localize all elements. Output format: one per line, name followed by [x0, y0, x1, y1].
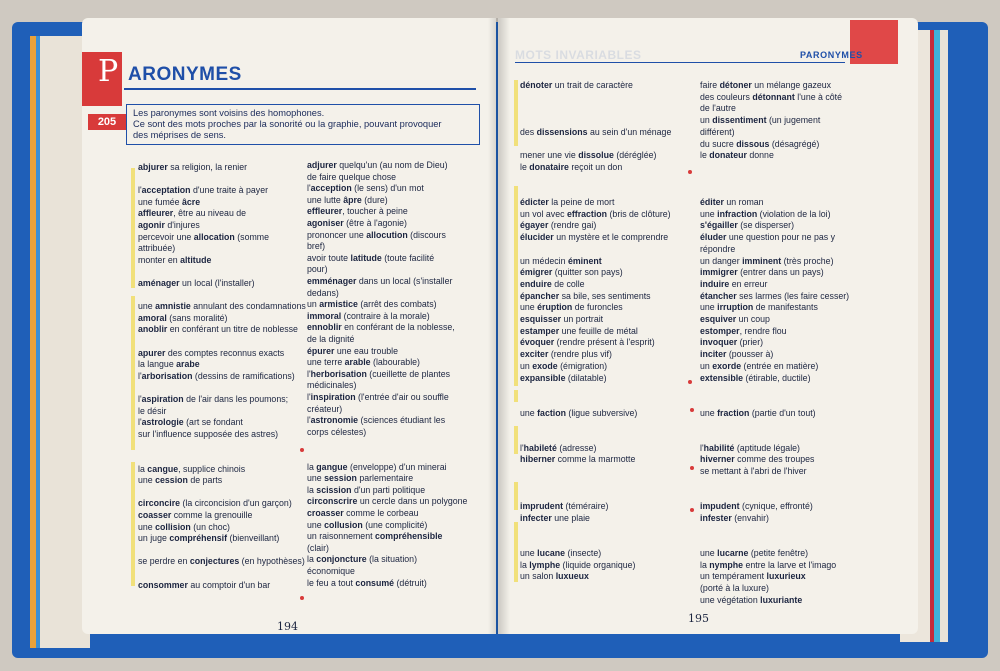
entry-line: estomper, rendre flou — [700, 325, 787, 336]
entry-line: un salon luxueux — [520, 571, 589, 582]
entry-line: mener une vie dissolue (déréglée) — [520, 150, 657, 161]
entry-line: une amnistie annulant des condamnations — [138, 301, 306, 312]
entry-line: un tempérament luxurieux — [700, 571, 806, 582]
entry-line: le feu a tout consumé (détruit) — [307, 577, 427, 588]
entry-line: l'herborisation (cueillette de plantes — [307, 368, 450, 379]
entry-line: ennoblir en conférant de la noblesse, — [307, 322, 455, 333]
entry-line: l'astronomie (sciences étudiant les — [307, 415, 446, 426]
highlight-bar — [131, 402, 135, 450]
entry-line: infecter une plaie — [520, 512, 590, 523]
entry-line: s'égailler (se disperser) — [700, 220, 795, 231]
entry-line: consommer au comptoir d'un bar — [138, 579, 271, 590]
entry-line: des dissensions au sein d'un ménage — [520, 126, 672, 137]
entry-line: induire en erreur — [700, 278, 768, 289]
entry-line: faire détoner un mélange gazeux — [700, 80, 832, 90]
intro-line: Ce sont des mots proches par la sonorité ou la graphie, pouvant provoquer — [133, 119, 442, 129]
intro-box — [126, 104, 480, 145]
entry-line: le désir — [138, 405, 167, 416]
entry-line: croasser comme le corbeau — [307, 508, 419, 518]
entry-line: une irruption de manifestants — [700, 302, 818, 313]
separator-dot — [690, 466, 694, 470]
entry-line: immigrer (entrer dans un pays) — [700, 267, 824, 278]
entry-line: de l'autre — [700, 103, 736, 114]
entry-line: l'inspiration (l'entrée d'air ou souffle — [307, 392, 449, 402]
entry-line: dénoter un trait de caractère — [520, 80, 633, 90]
title-rule — [124, 88, 476, 90]
separator-dot — [690, 508, 694, 512]
entry-line: inciter (pousser à) — [700, 349, 774, 360]
entry-line: prononcer une allocution (discours — [307, 229, 446, 240]
entry-line: pour) — [307, 264, 328, 275]
separator-dot — [300, 448, 304, 452]
entry-line: l'habilité (aptitude légale) — [700, 442, 800, 453]
entry-line: monter en altitude — [138, 254, 212, 265]
entry-line: une lutte âpre (dure) — [307, 194, 388, 205]
entry-line: de faire quelque chose — [307, 171, 397, 182]
entry-line: bref) — [307, 241, 326, 252]
entry-line: émigrer (quitter son pays) — [520, 267, 623, 278]
separator-dot — [688, 170, 692, 174]
entry-line: élucider un mystère et le comprendre — [520, 232, 669, 243]
entry-line: impudent (cynique, effronté) — [700, 501, 813, 512]
entry-line: une végétation luxuriante — [700, 594, 803, 605]
entry-line: la langue arabe — [138, 359, 200, 370]
entry-line: une lucarne (petite fenêtre) — [700, 548, 809, 558]
entry-line: hiverner comme des troupes — [700, 454, 815, 465]
entry-line: adjurer quelqu'un (au nom de Dieu) — [307, 160, 448, 170]
entry-line: exciter (rendre plus vif) — [520, 349, 612, 360]
entry-line: imprudent (téméraire) — [520, 501, 609, 512]
entry-line: avoir toute latitude (toute facilité — [307, 252, 435, 263]
entry-line: le donateur donne — [700, 150, 774, 161]
entry-line: anoblir en conférant un titre de noblesse — [138, 324, 298, 335]
entry-line: une fraction (partie d'un tout) — [700, 407, 816, 418]
entry-line: dedans) — [307, 287, 339, 298]
entry-line: l'acception (le sens) d'un mot — [307, 183, 424, 194]
entry-line: une éruption de furoncles — [520, 302, 623, 313]
entry-line: une session parlementaire — [307, 473, 414, 484]
entry-line: épurer une eau trouble — [307, 345, 398, 356]
entry-line: immoral (contraire à la morale) — [307, 310, 430, 321]
entry-line: une infraction (violation de la loi) — [700, 208, 831, 219]
entry-line: un armistice (arrêt des combats) — [307, 299, 437, 310]
entry-line: apurer des comptes reconnus exacts — [138, 347, 285, 358]
highlight-bar — [131, 462, 135, 586]
entry-line: un juge compréhensif (bienveillant) — [138, 533, 280, 544]
intro-line: des méprises de sens. — [133, 130, 227, 140]
entry-line: esquiver un coup — [700, 314, 770, 324]
entry-line: étancher ses larmes (les faire cesser) — [700, 290, 850, 301]
section-number: 205 — [88, 114, 126, 130]
entry-line: épancher sa bile, ses sentiments — [520, 290, 651, 301]
entry-line: la conjoncture (la situation) — [307, 554, 417, 565]
entry-line: un vol avec effraction (bris de clôture) — [520, 208, 671, 219]
entry-line: circoncire (la circoncision d'un garçon) — [138, 498, 292, 509]
entry-line: agonir d'injures — [138, 220, 200, 230]
entry-line: évoquer (rendre présent à l'esprit) — [520, 337, 655, 348]
entry-line: la gangue (enveloppe) d'un minerai — [307, 461, 447, 472]
highlight-bar — [514, 186, 518, 386]
book-gutter — [488, 18, 510, 634]
entry-line: des couleurs détonnant l'une à côté — [700, 91, 843, 102]
entry-line: la lymphe (liquide organique) — [520, 559, 636, 570]
highlight-bar — [514, 482, 518, 510]
entry-line: un exode (émigration) — [520, 360, 608, 371]
entry-line: l'aspiration de l'air dans les poumons; — [138, 394, 289, 404]
entry-line: l'astrologie (art se fondant — [138, 417, 243, 428]
entry-line: différent) — [700, 126, 735, 137]
entry-line: se perdre en conjectures (en hypothèses) — [138, 556, 305, 567]
show-through-heading: MOTS INVARIABLES — [515, 48, 642, 62]
highlight-bar — [514, 390, 518, 402]
entry-line: égayer (rendre gai) — [520, 220, 597, 231]
highlight-bar — [131, 168, 135, 288]
entry-line: la scission d'un parti politique — [307, 484, 426, 495]
intro-line: Les paronymes sont voisins des homophones. — [133, 108, 325, 118]
entry-line: percevoir une allocation (somme — [138, 231, 270, 242]
entry-line: l'arborisation (dessins de ramifications) — [138, 370, 295, 381]
entry-line: effleurer, toucher à peine — [307, 206, 408, 217]
highlight-bar — [514, 522, 518, 582]
entry-line: amoral (sans moralité) — [138, 312, 228, 323]
entry-line: un exorde (entrée en matière) — [700, 360, 819, 371]
entry-line: une fumée âcre — [138, 196, 201, 207]
entry-line: de la dignité — [307, 334, 355, 344]
entry-line: corps célestes) — [307, 426, 367, 437]
entry-line: le donataire reçoit un don — [520, 161, 623, 172]
title-initial: P — [98, 54, 119, 89]
entry-line: la cangue, supplice chinois — [138, 463, 246, 474]
entry-line: un dissentiment (un jugement — [700, 115, 821, 126]
page-number-right: 195 — [688, 612, 709, 625]
entry-line: attribuée) — [138, 243, 176, 254]
entry-line: une collision (un choc) — [138, 521, 230, 532]
separator-dot — [690, 408, 694, 412]
highlight-bar — [514, 80, 518, 146]
entry-line: un raisonnement compréhensible — [307, 531, 443, 542]
entry-line: extensible (étirable, ductile) — [700, 372, 811, 383]
running-header: PARONYMES — [800, 50, 863, 60]
entry-line: la nymphe entre la larve et l'imago — [700, 559, 837, 570]
entry-line: coasser comme la grenouille — [138, 510, 253, 520]
entry-line: circonscrire un cercle dans un polygone — [307, 496, 468, 507]
entry-line: (porté à la luxure) — [700, 583, 769, 594]
entry-line: abjurer sa religion, la renier — [138, 162, 248, 172]
highlight-bar — [514, 426, 518, 454]
entry-line: (clair) — [307, 542, 329, 553]
entry-line: créateur) — [307, 403, 343, 414]
entry-line: médicinales) — [307, 380, 357, 391]
entry-line: l'acceptation d'une traite à payer — [138, 185, 269, 196]
entry-line: enduire de colle — [520, 278, 585, 289]
entry-line: une faction (ligue subversive) — [520, 407, 638, 418]
entry-line: une collusion (une complicité) — [307, 519, 428, 530]
entry-line: répondre — [700, 243, 736, 254]
entry-line: du sucre dissous (désagrégé) — [700, 138, 820, 149]
entry-line: un médecin éminent — [520, 255, 602, 266]
entry-line: expansible (dilatable) — [520, 372, 607, 383]
entry-line: emménager dans un local (s'installer — [307, 276, 453, 286]
entry-line: esquisser un portrait — [520, 314, 604, 324]
entry-line: estamper une feuille de métal — [520, 325, 638, 336]
entry-line: une lucane (insecte) — [520, 548, 602, 558]
entry-line: sur l'influence supposée des astres) — [138, 428, 279, 439]
entry-line: éluder une question pour ne pas y — [700, 232, 835, 243]
entry-line: affleurer, être au niveau de — [138, 208, 247, 219]
page-title: ARONYMES — [128, 64, 242, 85]
header-rule — [515, 62, 845, 63]
separator-dot — [688, 380, 692, 384]
entry-line: économique — [307, 566, 355, 576]
entry-line: éditer un roman — [700, 197, 764, 207]
entry-line: infester (envahir) — [700, 512, 769, 523]
entry-line: agoniser (être à l'agonie) — [307, 218, 407, 228]
entry-line: une terre arable (labourable) — [307, 357, 420, 368]
entry-line: édicter la peine de mort — [520, 197, 615, 207]
entry-line: invoquer (prier) — [700, 337, 764, 348]
entry-line: se mettant à l'abri de l'hiver — [700, 466, 807, 477]
entry-line: l'habileté (adresse) — [520, 442, 597, 453]
entry-line: aménager un local (l'installer) — [138, 278, 255, 288]
entry-line: hiberner comme la marmotte — [520, 454, 636, 465]
page-number-left: 194 — [277, 620, 298, 633]
page-edges-left — [30, 36, 90, 648]
separator-dot — [300, 596, 304, 600]
entry-line: un danger imminent (très proche) — [700, 255, 834, 266]
entry-line: une cession de parts — [138, 475, 223, 486]
